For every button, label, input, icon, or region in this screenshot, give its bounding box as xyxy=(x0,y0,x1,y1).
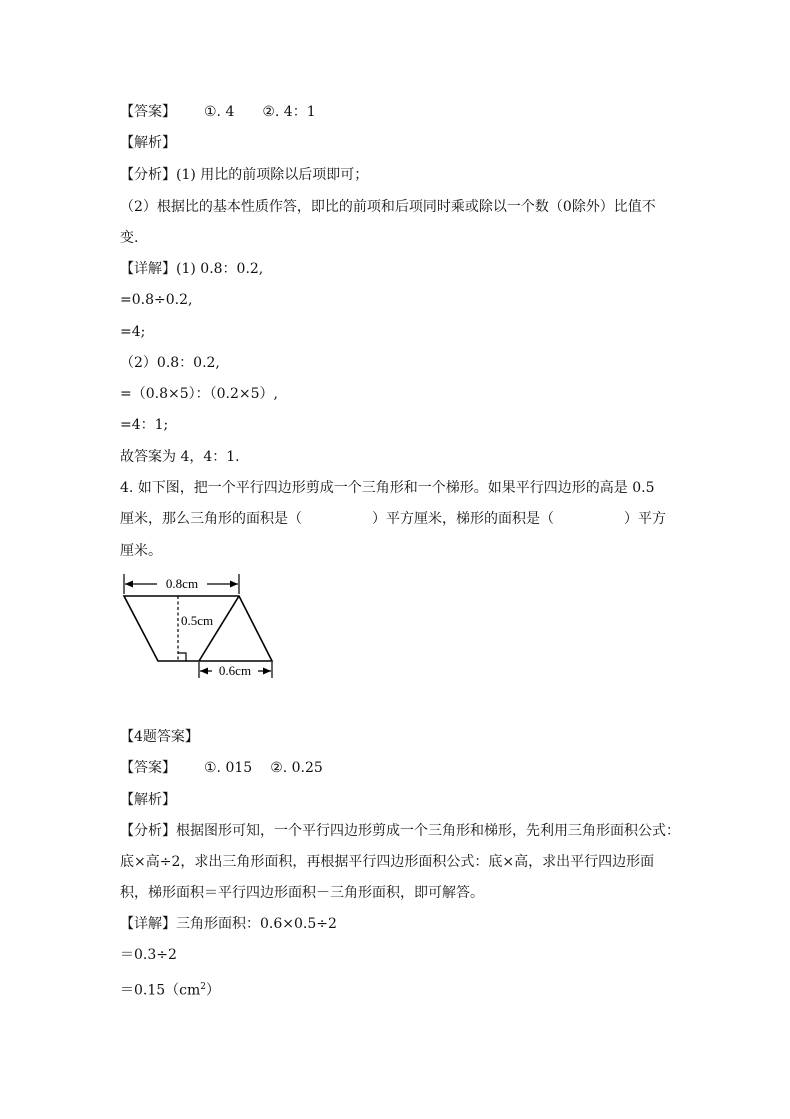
arrow-head-left xyxy=(200,668,208,675)
answer-2: ②. 0.25 xyxy=(270,760,323,776)
detail-line xyxy=(120,914,337,934)
detail-step: =0.8÷0.2, xyxy=(120,292,193,308)
answer-1: ①. 4 xyxy=(204,104,235,120)
question-4-text-b: ）平方厘米，梯形的面积是（ xyxy=(372,511,554,527)
bottom-dimension-label: 0.6cm xyxy=(218,663,252,678)
fenxi-label: 【分析】 xyxy=(120,823,176,839)
fenxi-text: 根据图形可知，一个平行四边形剪成一个三角形和梯形，先利用三角形面积公式： xyxy=(176,823,680,839)
fenxi-line-3: 积，梯形面积＝平行四边形面积－三角形面积，即可解答。 xyxy=(120,885,484,901)
detail-first: (1) 0.8：0.2, xyxy=(176,261,264,277)
detail-step-suffix: ） xyxy=(206,982,221,999)
fenxi-line-2: 底×高÷2，求出三角形面积，再根据平行四边形面积公式：底×高，求出平行四边形面 xyxy=(120,854,655,870)
answer-line xyxy=(120,102,316,122)
answer-label: 【答案】 xyxy=(120,760,176,776)
section-4-heading: 【4题答案】 xyxy=(120,729,199,745)
detail-step: =4：1; xyxy=(120,417,169,433)
height-label: 0.5cm xyxy=(181,613,214,628)
question-4-line-2 xyxy=(120,509,666,529)
detail-step: （2）0.8：0.2, xyxy=(120,355,220,371)
detail-label: 【详解】 xyxy=(120,916,176,932)
answer-line xyxy=(120,758,323,778)
fenxi-label: 【分析】 xyxy=(120,167,176,183)
answer-1: ①. 015 xyxy=(204,760,253,776)
arrow-head-right xyxy=(230,581,238,588)
cut-line xyxy=(199,596,239,661)
fenxi-text: (1) 用比的前项除以后项即可； xyxy=(176,167,369,183)
detail-label: 【详解】 xyxy=(120,261,176,277)
detail-step: 故答案为 4，4：1. xyxy=(120,449,240,465)
fenxi-line xyxy=(120,165,368,185)
detail-step xyxy=(120,977,220,1001)
detail-line xyxy=(120,259,263,279)
question-4-text-c: ）平方 xyxy=(624,511,666,527)
superscript: 2 xyxy=(200,982,207,992)
analysis-label: 【解析】 xyxy=(120,792,176,808)
top-dimension-label: 0.8cm xyxy=(165,576,199,591)
parallelogram-outline xyxy=(124,596,272,661)
answer-2: ②. 4：1 xyxy=(262,104,316,120)
detail-step: ＝0.3÷2 xyxy=(120,947,177,963)
analysis-label: 【解析】 xyxy=(120,135,176,151)
detail-step: =4; xyxy=(120,324,146,340)
question-4-line-3: 厘米。 xyxy=(120,543,162,559)
arrow-head-left xyxy=(125,581,133,588)
detail-step: =（0.8×5）：（0.2×5）, xyxy=(120,386,278,402)
question-4-line-1: 4. 如下图，把一个平行四边形剪成一个三角形和一个梯形。如果平行四边形的高是 0.5 xyxy=(120,480,655,496)
detail-step-prefix: ＝0.15（cm xyxy=(120,982,201,999)
answer-label: 【答案】 xyxy=(120,104,176,120)
question-4-text-a: 厘米，那么三角形的面积是（ xyxy=(120,511,302,527)
right-angle-mark xyxy=(178,653,186,661)
parallelogram-figure xyxy=(110,570,285,685)
fenxi-line-2: （2）根据比的基本性质作答，即比的前项和后项同时乘或除以一个数（0除外）比值不 xyxy=(120,199,656,215)
arrow-head-right xyxy=(263,668,271,675)
fenxi-line xyxy=(120,821,680,841)
fenxi-line-3: 变. xyxy=(120,230,139,246)
detail-first: 三角形面积：0.6×0.5÷2 xyxy=(176,916,337,932)
